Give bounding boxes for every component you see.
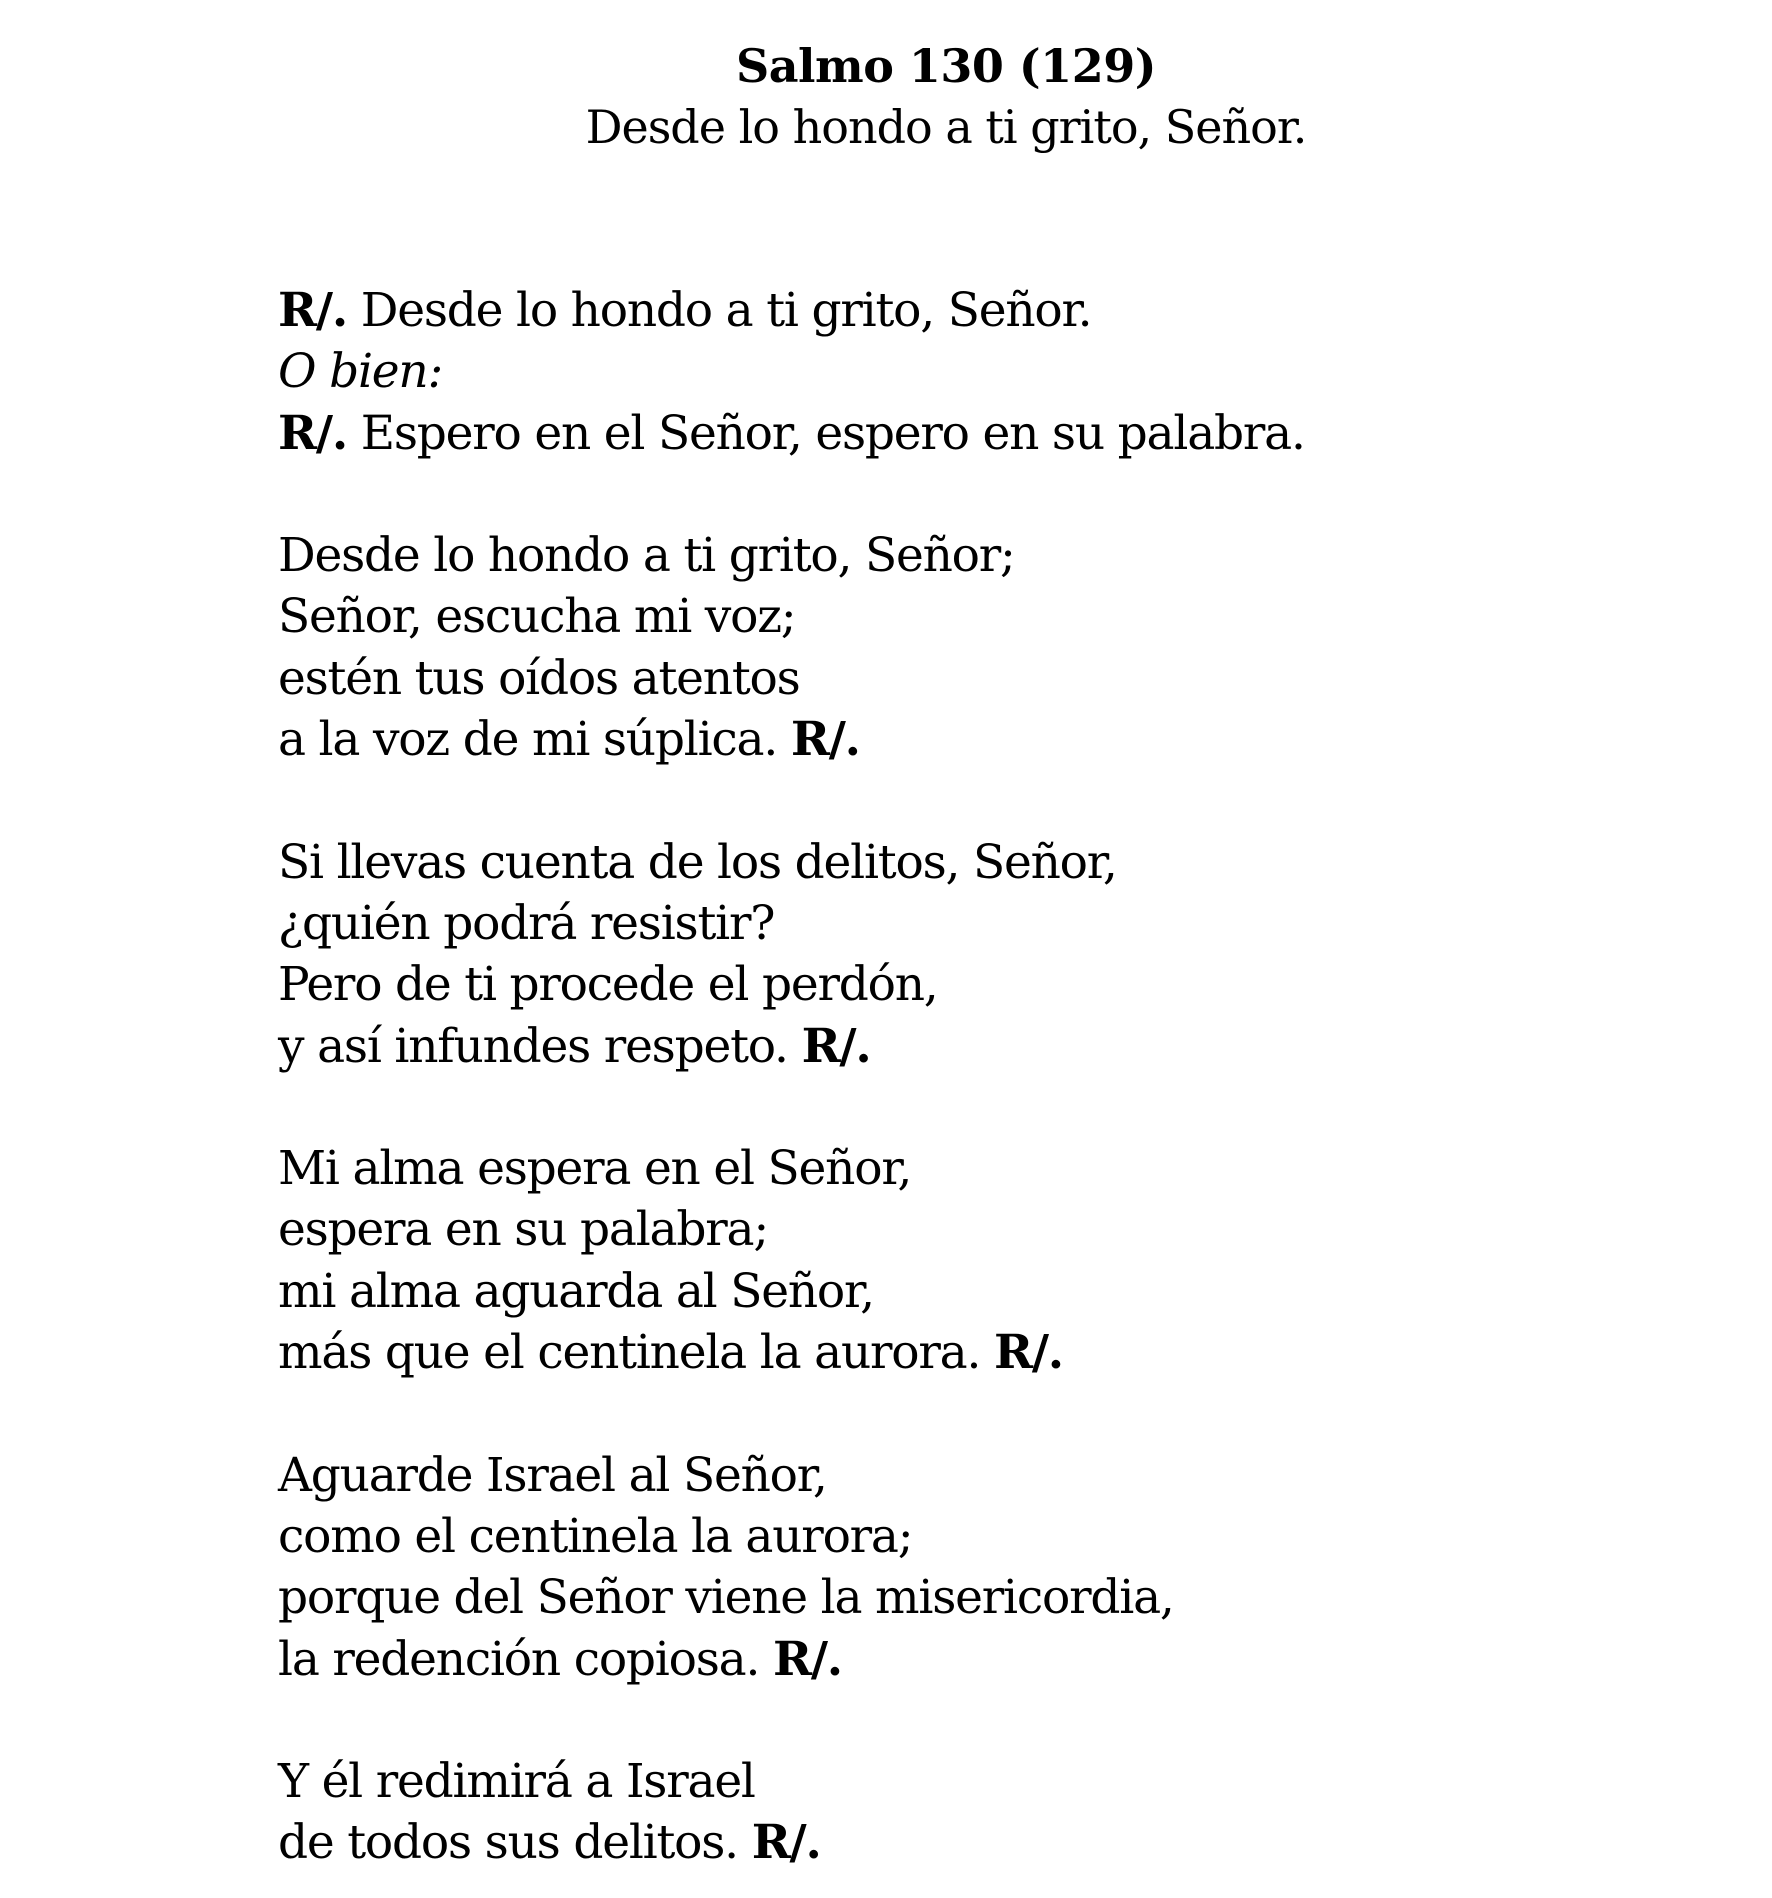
response-line: [278, 280, 1305, 341]
alternative-label: O bien:: [278, 344, 443, 400]
verse-line: [278, 1812, 1305, 1873]
response-text: Espero en el Señor, espero en su palabra.: [360, 405, 1305, 461]
verse-text: y así infundes respeto.: [278, 1018, 788, 1074]
response-marker: R/.: [278, 405, 347, 461]
verse-line: Desde lo hondo a ti grito, Señor;: [278, 528, 1015, 584]
verse-text: de todos sus delitos.: [278, 1815, 738, 1871]
verse-line: porque del Señor viene la misericordia,: [278, 1570, 1174, 1626]
verse-line: estén tus oídos atentos: [278, 650, 800, 706]
psalm-body: [278, 280, 1305, 1874]
verse-line: Si llevas cuenta de los delitos, Señor,: [278, 834, 1117, 890]
verse-text: más que el centinela la aurora.: [278, 1325, 981, 1381]
verse-line: mi alma aguarda al Señor,: [278, 1263, 874, 1319]
response-line-alt: [278, 403, 1305, 464]
stanza-4: [278, 1445, 1305, 1690]
psalm-title: Salmo 130 (129): [736, 39, 1156, 93]
verse-line: Mi alma espera en el Señor,: [278, 1141, 912, 1197]
verse-line: [278, 1016, 1305, 1077]
stanza-3: [278, 1138, 1305, 1383]
psalm-subtitle: Desde lo hondo a ti grito, Señor.: [585, 100, 1307, 154]
verse-line: espera en su palabra;: [278, 1202, 768, 1258]
stanza-5: [278, 1751, 1305, 1874]
verse-text: a la voz de mi súplica.: [278, 712, 778, 768]
verse-text: la redención copiosa.: [278, 1631, 760, 1687]
stanza-1: [278, 525, 1305, 770]
response-marker: R/.: [278, 283, 347, 338]
response-text: Desde lo hondo a ti grito, Señor.: [360, 283, 1092, 338]
verse-line: como el centinela la aurora;: [278, 1508, 913, 1564]
verse-line: Pero de ti procede el perdón,: [278, 957, 938, 1013]
verse-line: [278, 1629, 1305, 1690]
verse-line: Señor, escucha mi voz;: [278, 589, 796, 645]
response-marker: R/.: [772, 1631, 842, 1687]
response-marker: R/.: [790, 712, 860, 768]
verse-line: ¿quién podrá resistir?: [278, 895, 775, 951]
stanza-2: [278, 832, 1305, 1077]
response-marker: R/.: [751, 1815, 821, 1871]
verse-line: [278, 709, 1305, 770]
verse-line: [278, 1322, 1305, 1383]
response-marker: R/.: [801, 1018, 871, 1074]
response-marker: R/.: [993, 1325, 1063, 1381]
psalm-header: [60, 36, 1772, 158]
verse-line: Y él redimirá a Israel: [278, 1754, 755, 1810]
verse-line: Aguarde Israel al Señor,: [278, 1447, 827, 1503]
